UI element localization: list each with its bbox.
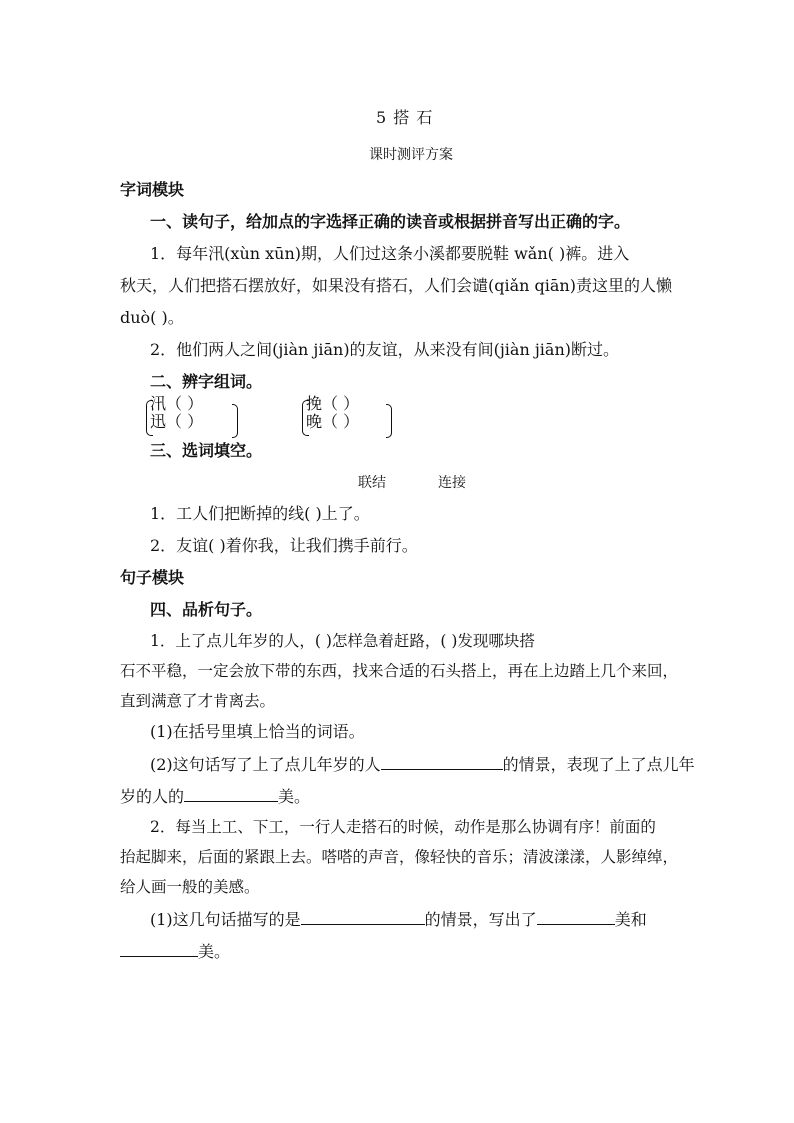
q4-sub-3-line-1 bbox=[150, 909, 647, 930]
q4-passage-2-line-1: 2．每当上工、下工，一行人走搭石的时候，动作是那么协调有序！前面的 bbox=[150, 818, 656, 836]
q1-line-2: 秋天，人们把搭石摆放好，如果没有搭石，人们会谴(qiǎn qiān)责这里的人懒 bbox=[120, 276, 672, 295]
q1-line-3: duò( )。 bbox=[120, 308, 184, 327]
section-heading-sentences: 句子模块 bbox=[120, 568, 185, 587]
answer-blank[interactable] bbox=[381, 754, 503, 770]
q4-sub-2-line-1 bbox=[150, 754, 695, 775]
brace-right-b bbox=[386, 404, 392, 438]
q4-sub-1: (1)在括号里填上恰当的词语。 bbox=[150, 722, 365, 741]
q2-heading: 二、辨字组词。 bbox=[150, 372, 263, 391]
q1-line-1: 1．每年汛(xùn xūn)期，人们过这条小溪都要脱鞋 wǎn( )裤。进入 bbox=[150, 244, 630, 263]
q4-passage-2-line-2: 抬起脚来，后面的紧跟上去。嗒嗒的声音，像轻快的音乐；清波漾漾，人影绰绰， bbox=[120, 848, 679, 866]
q1-line-4: 2．他们两人之间(jiàn jiān)的友谊，从来没有间(jiàn jiān)断过。 bbox=[150, 340, 620, 359]
q2-item-a1: 汛（ ） bbox=[150, 394, 204, 413]
q4-sub-2-text-c: 岁的人的 bbox=[120, 787, 185, 806]
q2-item-a2: 迅（ ） bbox=[150, 412, 204, 431]
q4-passage-2-line-3: 给人画一般的美感。 bbox=[120, 878, 260, 896]
q4-sub-3-text-d: 美。 bbox=[198, 942, 231, 961]
q4-sub-3-text-c: 美和 bbox=[614, 910, 647, 929]
q4-sub-3-text-a: (1)这几句话描写的是 bbox=[150, 910, 301, 929]
q3-line-1: 1．工人们把断掉的线( )上了。 bbox=[150, 504, 370, 523]
q4-sub-2-text-d: 美。 bbox=[278, 787, 311, 806]
q4-heading: 四、品析句子。 bbox=[150, 600, 263, 619]
q4-sub-2-text-a: (2)这句话写了上了点儿年岁的人 bbox=[150, 755, 381, 774]
q2-item-b1: 挽（ ） bbox=[306, 394, 360, 413]
q3-heading: 三、选词填空。 bbox=[150, 441, 263, 460]
page-title: 5 搭 石 bbox=[376, 108, 434, 127]
q4-passage-1-line-1: 1．上了点儿年岁的人，( )怎样急着赶路，( )发现哪块搭 bbox=[150, 632, 535, 650]
page-subtitle: 课时测评方案 bbox=[369, 147, 453, 163]
brace-right-a bbox=[232, 404, 238, 438]
q3-word-2: 连接 bbox=[438, 475, 466, 491]
q4-passage-1-line-2: 石不平稳，一定会放下带的东西，找来合适的石头搭上，再在上边踏上几个来回， bbox=[120, 662, 679, 680]
answer-blank[interactable] bbox=[184, 786, 278, 802]
q4-passage-1-line-3: 直到满意了才肯离去。 bbox=[120, 692, 276, 710]
q4-sub-2-line-2 bbox=[120, 786, 310, 807]
q3-line-2: 2．友谊( )着你我，让我们携手前行。 bbox=[150, 536, 418, 555]
q4-sub-3-line-2 bbox=[120, 941, 230, 962]
section-heading-words: 字词模块 bbox=[120, 180, 185, 199]
q3-word-1: 联结 bbox=[358, 475, 386, 491]
q4-sub-3-text-b: 的情景，写出了 bbox=[424, 910, 537, 929]
q1-heading: 一、读句子，给加点的字选择正确的读音或根据拼音写出正确的字。 bbox=[150, 212, 631, 231]
answer-blank[interactable] bbox=[120, 941, 198, 957]
answer-blank[interactable] bbox=[537, 909, 615, 925]
q2-item-b2: 晚（ ） bbox=[306, 412, 360, 431]
answer-blank[interactable] bbox=[301, 909, 425, 925]
q4-sub-2-text-b: 的情景，表现了上了点儿年 bbox=[502, 755, 695, 774]
